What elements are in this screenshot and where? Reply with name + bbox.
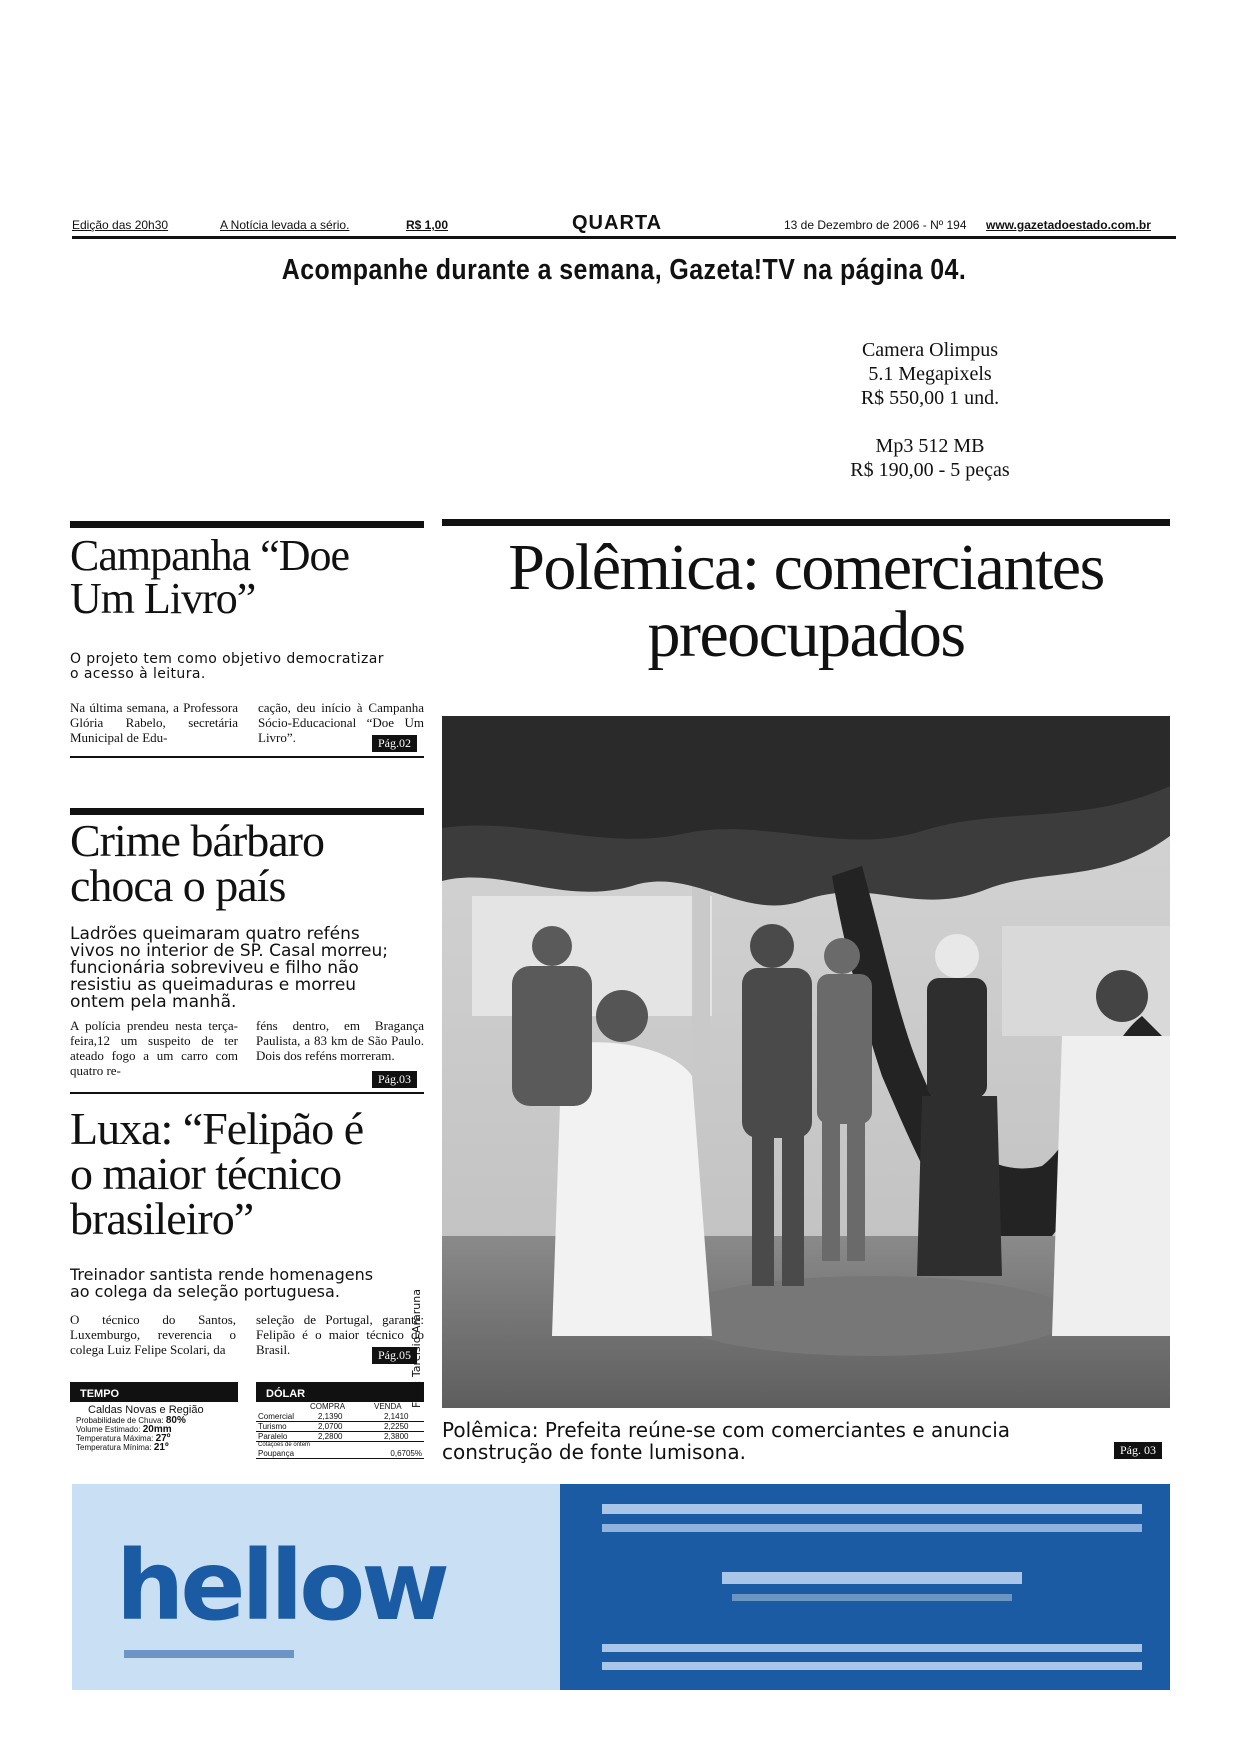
classified-ad (800, 338, 1060, 482)
dollar-col-headers: COMPRA VENDA (310, 1402, 402, 1411)
dollar-row: Comercial 2,1390 2,1410 (256, 1412, 424, 1422)
photo-credit: Foto: Tarcísio Araruna (410, 1289, 423, 1408)
headline-campanha[interactable]: Campanha “Doe Um Livro” (70, 531, 349, 624)
headline-main[interactable]: Polêmica: comerciantes preocupados (508, 531, 1104, 672)
section-rule (70, 1092, 424, 1094)
deck-luxa: Treinador santista rende homenagens ao colega da seleção portuguesa. (70, 1265, 374, 1301)
page-ref-luxa[interactable]: Pág.05 (372, 1347, 417, 1364)
weather-row: Temperatura Mínima: 21º (76, 1442, 169, 1453)
dollar-row: Paralelo 2,2800 2,3800 (256, 1432, 424, 1442)
dollar-widget (256, 1382, 424, 1459)
weather-row: Temperatura Máxima: 27º (76, 1433, 171, 1444)
weather-widget (70, 1382, 238, 1452)
dollar-row: Turismo 2,0700 2,2250 (256, 1422, 424, 1432)
section-rule (70, 756, 424, 758)
body-campanha-col2: cação, deu início à Campanha Sócio-Educacional “Doe Um Livro”. (258, 700, 424, 745)
banner-logo: hellow (116, 1530, 446, 1642)
date-issue: 13 de Dezembro de 2006 - Nº 194 (784, 218, 967, 232)
body-luxa-col2: seleção de Portugal, garante: Felipão é o maior técnico do Brasil. (256, 1312, 424, 1357)
weather-row: Probabilidade de Chuva: 80% (76, 1415, 186, 1426)
deck-crime: Ladrões queimaram quatro reféns vivos no interior de SP. Casal morreu; funcionária sobreviveu e filho não resistiu as queimaduras e morreu ontem pela manhã. (70, 924, 388, 1012)
photo-credit-wrap (410, 1289, 436, 1434)
main-photo (442, 716, 1170, 1408)
headline-luxa[interactable]: Luxa: “Felipão é o maior técnico brasileiro” (70, 1103, 364, 1245)
banner-tagline-blur (124, 1650, 294, 1658)
banner-text-blur (722, 1572, 1022, 1584)
banner-text-blur (732, 1594, 1012, 1601)
promo-line: Acompanhe durante a semana, Gazeta!TV na página 04. (281, 254, 967, 286)
headline-crime[interactable]: Crime bárbaro choca o país (70, 815, 324, 912)
website-link[interactable]: www.gazetadoestado.com.br (986, 218, 1151, 232)
dollar-note: Cotações de ontem (258, 1442, 311, 1448)
section-rule (70, 808, 424, 815)
page-ref-crime[interactable]: Pág.03 (372, 1071, 417, 1088)
body-luxa-col1: O técnico do Santos, Luxemburgo, reverencia o colega Luiz Felipe Scolari, da (70, 1312, 236, 1357)
classified-line: Mp3 512 MB (875, 435, 985, 457)
banner-text-blur (602, 1524, 1142, 1532)
banner-text-blur (602, 1504, 1142, 1514)
classified-line: 5.1 Megapixels (868, 363, 992, 385)
page-ref-main[interactable]: Pág. 03 (1114, 1442, 1162, 1459)
banner-text-blur (602, 1644, 1142, 1652)
savings-row: Poupança 0,6705% (258, 1449, 422, 1458)
slogan: A Notícia levada a sério. (220, 218, 350, 232)
weekday: QUARTA (572, 212, 663, 234)
weather-row: Volume Estimado: 20mm (76, 1424, 172, 1435)
page-ref-campanha[interactable]: Pág.02 (372, 735, 417, 752)
body-campanha-col1: Na última semana, a Professora Glória Rabelo, secretária Municipal de Edu- (70, 700, 238, 745)
classified-line: R$ 190,00 - 5 peças (850, 459, 1010, 481)
masthead (72, 212, 1176, 239)
classified-line: Camera Olimpus (861, 339, 999, 361)
deck-campanha: O projeto tem como objetivo democratizar o acesso à leitura. (70, 651, 384, 682)
dollar-header: DÓLAR (256, 1382, 424, 1402)
banner-text-blur (602, 1662, 1142, 1670)
main-photo-image (442, 716, 1170, 1408)
price: R$ 1,00 (406, 218, 449, 232)
photo-caption: Polêmica: Prefeita reúne-se com comerciantes e anuncia construção de fonte lumisona. (442, 1418, 1011, 1464)
banner-ad[interactable] (72, 1484, 1170, 1690)
weather-header: TEMPO (70, 1382, 238, 1402)
section-rule (442, 519, 1170, 526)
classified-line: R$ 550,00 1 und. (860, 387, 1000, 409)
weather-region: Caldas Novas e Região (88, 1404, 204, 1416)
body-crime-col1: A polícia prendeu nesta terça-feira,12 um suspeito de ter ateado fogo a um carro com quatro re- (70, 1018, 238, 1078)
body-crime-col2: féns dentro, em Bragança Paulista, a 83 km de São Paulo. Dois dos reféns morreram. (256, 1018, 424, 1063)
section-rule (70, 521, 424, 528)
edition-time: Edição das 20h30 (72, 218, 169, 232)
